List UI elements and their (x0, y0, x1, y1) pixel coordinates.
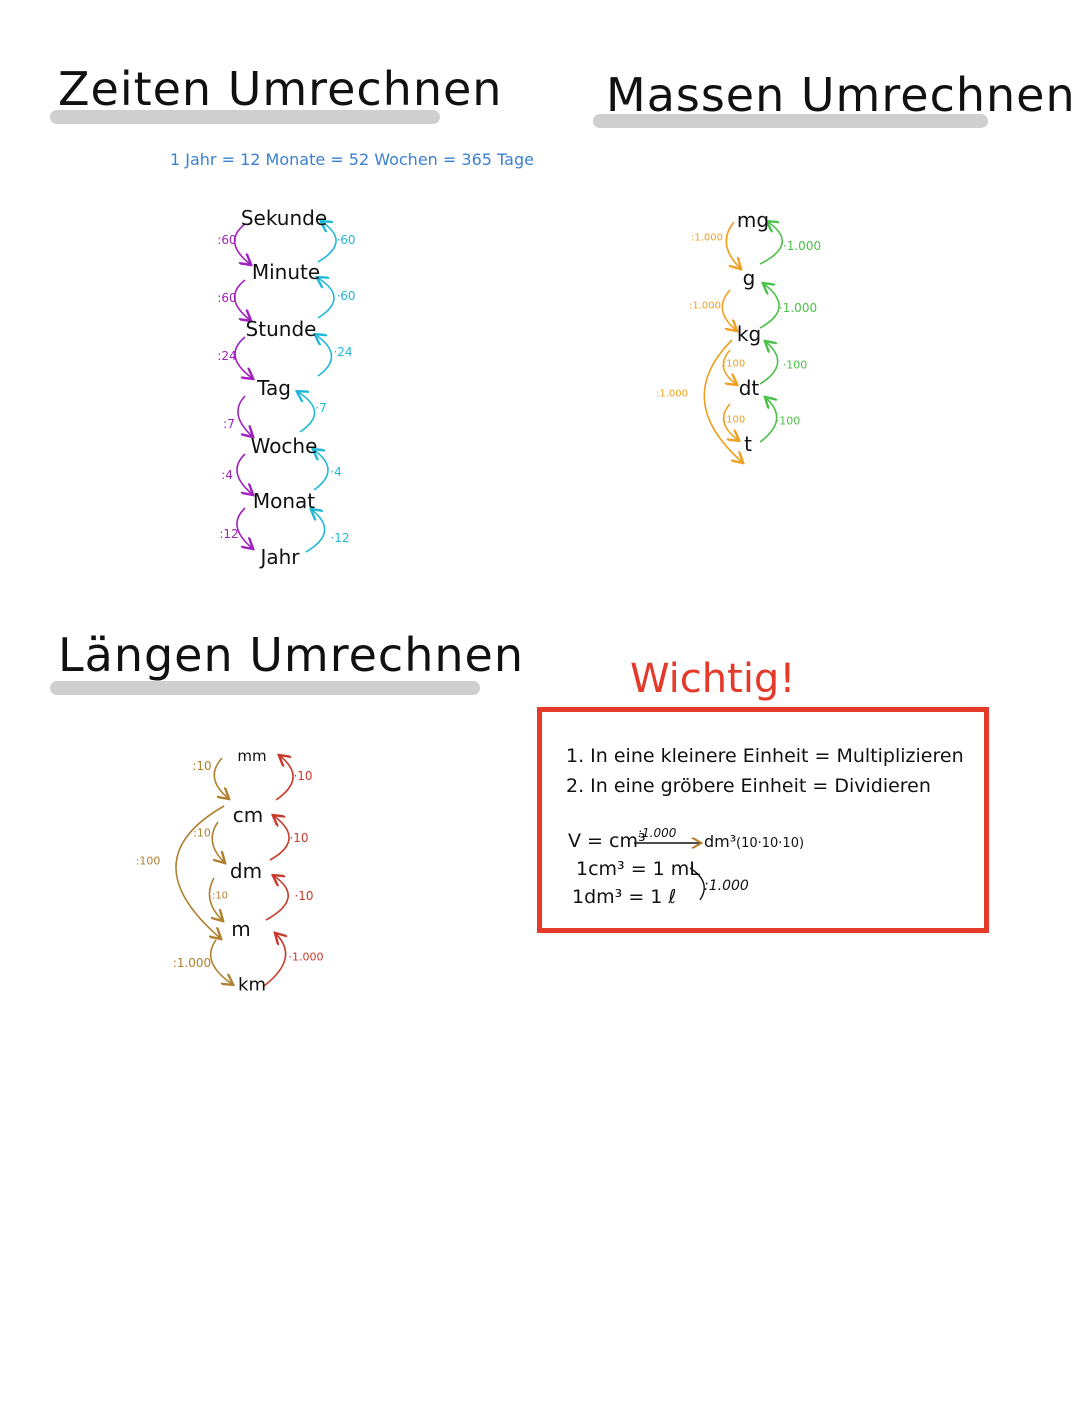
zeiten-multiply-label: ·60 (336, 233, 356, 247)
zeiten-divide-arrow (235, 280, 250, 320)
volume-arrow-label: :1.000 (638, 826, 677, 840)
volume-label: V = cm³ (568, 830, 646, 852)
laengen-multiply-label: ·10 (294, 889, 314, 903)
laengen-title: Längen Umrechnen (58, 628, 524, 682)
zeiten-divide-arrow (237, 508, 252, 548)
laengen-multiply-label: ·1.000 (288, 950, 324, 964)
laengen-unit: dm (229, 859, 263, 883)
massen-unit: t (744, 432, 752, 456)
laengen-divide-arrow (212, 822, 224, 862)
zeiten-divide-label: :60 (217, 291, 237, 305)
zeiten-multiply-arrow (316, 335, 332, 376)
laengen-unit: cm (232, 803, 264, 827)
laengen-unit: m (231, 917, 251, 941)
laengen-unit: km (238, 974, 266, 996)
massen-divide-label: :100 (722, 414, 746, 426)
massen-multiply-label: ·100 (775, 414, 801, 428)
zeiten-divide-arrow (237, 454, 252, 494)
laengen-title-underline (50, 681, 480, 695)
massen-multiply-label: ·100 (782, 358, 808, 372)
laengen-big-divide-label: :100 (135, 854, 161, 868)
laengen-divide-label: :10 (211, 890, 229, 902)
massen-divide-label: :1.000 (691, 232, 723, 244)
laengen-multiply-arrow (264, 934, 286, 986)
massen-multiply-arrow (760, 398, 777, 442)
zeiten-multiply-label: ·24 (333, 345, 353, 359)
zeiten-multiply-label: ·4 (330, 465, 342, 479)
zeiten-unit: Monat (252, 489, 316, 513)
zeiten-divide-arrow (238, 396, 252, 436)
wichtig-title: Wichtig! (630, 656, 796, 702)
laengen-unit: mm (237, 747, 267, 765)
zeiten-unit: Woche (250, 434, 318, 458)
laengen-multiply-label: ·10 (293, 769, 313, 783)
laengen-multiply-label: ·10 (289, 831, 309, 845)
wichtig-rule-1: 1. In eine kleinere Einheit = Multiplizieren (566, 745, 964, 767)
zeiten-divide-label: :4 (221, 468, 233, 482)
zeiten-divide-label: :12 (219, 527, 239, 541)
zeiten-multiply-arrow (318, 278, 334, 318)
massen-multiply-arrow (760, 284, 779, 328)
zeiten-unit: Jahr (260, 545, 300, 569)
massen-unit: g (742, 266, 756, 290)
laengen-divide-label: :10 (193, 826, 211, 840)
laengen-divide-arrow (214, 758, 228, 798)
zeiten-multiply-arrow (298, 392, 315, 432)
zeiten-divide-label: :24 (217, 349, 237, 363)
laengen-multiply-arrow (276, 756, 293, 800)
laengen-divide-arrow (211, 940, 232, 984)
zeiten-unit: Sekunde (240, 206, 328, 230)
wichtig-rule-2: 2. In eine gröbere Einheit = Dividieren (566, 775, 931, 797)
zeiten-divide-arrow (235, 224, 250, 264)
laengen-multiply-arrow (270, 816, 289, 860)
massen-title: Massen Umrechnen (606, 68, 1076, 122)
massen-divide-label: :100 (722, 358, 746, 370)
zeiten-unit: Stunde (245, 317, 317, 341)
massen-big-divide-label: :1.000 (656, 388, 688, 400)
zeiten-unit: Tag (257, 376, 291, 400)
zeiten-multiply-arrow (306, 510, 325, 552)
massen-unit: dt (738, 376, 760, 400)
laengen-divide-label: :1.000 (172, 956, 212, 970)
massen-multiply-label: ·1.000 (782, 239, 822, 253)
zeiten-title: Zeiten Umrechnen (58, 62, 503, 116)
volume-equation-factor: :1.000 (704, 878, 749, 894)
volume-target: dm³ (704, 832, 737, 851)
zeiten-note: 1 Jahr = 12 Monate = 52 Wochen = 365 Tage (170, 150, 534, 169)
volume-factor: (10·10·10) (736, 836, 805, 851)
zeiten-multiply-label: ·7 (315, 401, 327, 415)
zeiten-divide-label: :60 (217, 233, 237, 247)
laengen-divide-label: :10 (192, 759, 212, 773)
massen-divide-arrow (722, 290, 736, 330)
zeiten-divide-arrow (235, 337, 252, 378)
massen-multiply-label: ·1.000 (778, 301, 818, 315)
zeiten-multiply-label: ·12 (330, 531, 350, 545)
massen-unit: mg (736, 208, 770, 232)
zeiten-unit: Minute (251, 260, 321, 284)
volume-equation-2: 1dm³ = 1 ℓ (572, 886, 677, 908)
massen-divide-label: :1.000 (689, 300, 721, 312)
volume-equation-1: 1cm³ = 1 mL (576, 858, 700, 880)
zeiten-multiply-label: ·60 (336, 289, 356, 303)
massen-multiply-arrow (760, 342, 778, 384)
laengen-multiply-arrow (266, 876, 288, 920)
massen-unit: kg (736, 322, 762, 346)
zeiten-divide-label: :7 (223, 417, 235, 431)
